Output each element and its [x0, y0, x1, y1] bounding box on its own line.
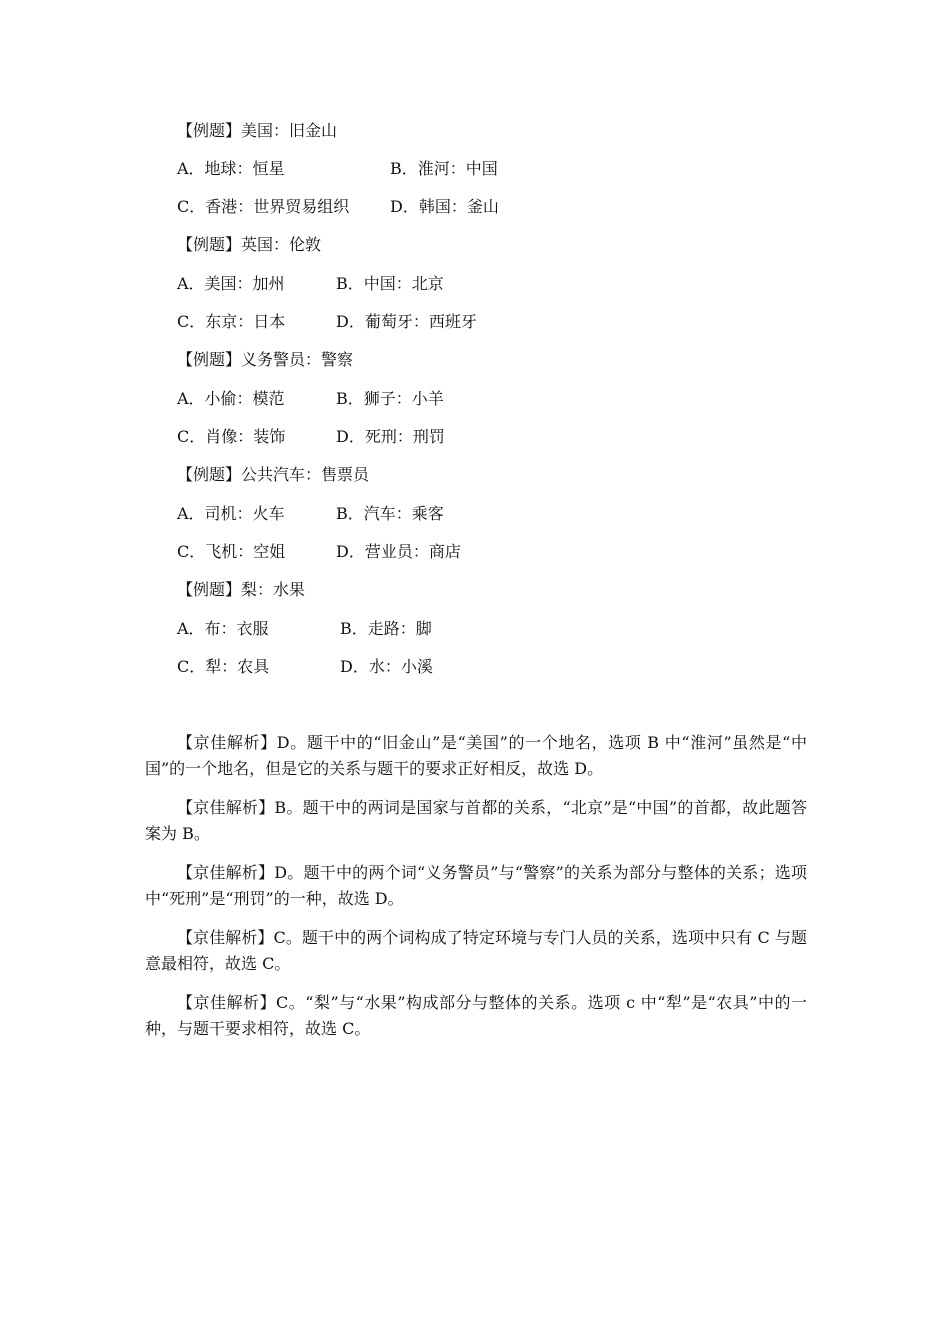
- option-d: D．营业员：商店: [336, 542, 461, 561]
- question-stem: 【例题】梨：水果: [177, 580, 306, 599]
- option-c: C．东京：日本: [177, 312, 286, 331]
- question-stem: 【例题】公共汽车：售票员: [177, 465, 370, 484]
- option-c: C．香港：世界贸易组织: [177, 197, 350, 216]
- option-d: D．韩国：釜山: [390, 197, 499, 216]
- option-a: A．美国：加州: [177, 274, 285, 293]
- question-stem: 【例题】义务警员：警察: [177, 350, 354, 369]
- option-a: A．布：衣服: [177, 619, 269, 638]
- question-stem: 【例题】英国：伦敦: [177, 235, 322, 254]
- option-d: D．死刑：刑罚: [336, 427, 445, 446]
- option-c: C．飞机：空姐: [177, 542, 286, 561]
- option-c: C．犁：农具: [177, 657, 270, 676]
- option-b: B．汽车：乘客: [336, 504, 444, 523]
- option-d: D．葡萄牙：西班牙: [336, 312, 477, 331]
- option-a: A．地球：恒星: [177, 159, 285, 178]
- option-a: A．司机：火车: [177, 504, 285, 523]
- option-a: A．小偷：模范: [177, 389, 285, 408]
- analysis-paragraph: 【京佳解析】C。题干中的两个词构成了特定环境与专门人员的关系，选项中只有 C 与题意最相符，故选 C。: [145, 928, 807, 973]
- option-b: B．淮河：中国: [390, 159, 498, 178]
- analysis-paragraph: 【京佳解析】D。题干中的“旧金山”是“美国”的一个地名，选项 B 中“淮河”虽然是“中国”的一个地名，但是它的关系与题干的要求正好相反，故选 D。: [145, 733, 807, 778]
- analysis-paragraph: 【京佳解析】C。“梨”与“水果”构成部分与整体的关系。选项 c 中“犁”是“农具”中的一种，与题干要求相符，故选 C。: [145, 993, 807, 1038]
- option-d: D．水：小溪: [340, 657, 433, 676]
- option-c: C．肖像：装饰: [177, 427, 286, 446]
- option-b: B．中国：北京: [336, 274, 444, 293]
- analysis-paragraph: 【京佳解析】D。题干中的两个词“义务警员”与“警察”的关系为部分与整体的关系；选项中“死刑”是“刑罚”的一种，故选 D。: [145, 863, 807, 908]
- analysis-paragraph: 【京佳解析】B。题干中的两词是国家与首都的关系，“北京”是“中国”的首都，故此题答案为 B。: [145, 798, 807, 843]
- option-b: B．走路：脚: [340, 619, 432, 638]
- option-b: B．狮子：小羊: [336, 389, 444, 408]
- question-stem: 【例题】美国：旧金山: [177, 121, 338, 140]
